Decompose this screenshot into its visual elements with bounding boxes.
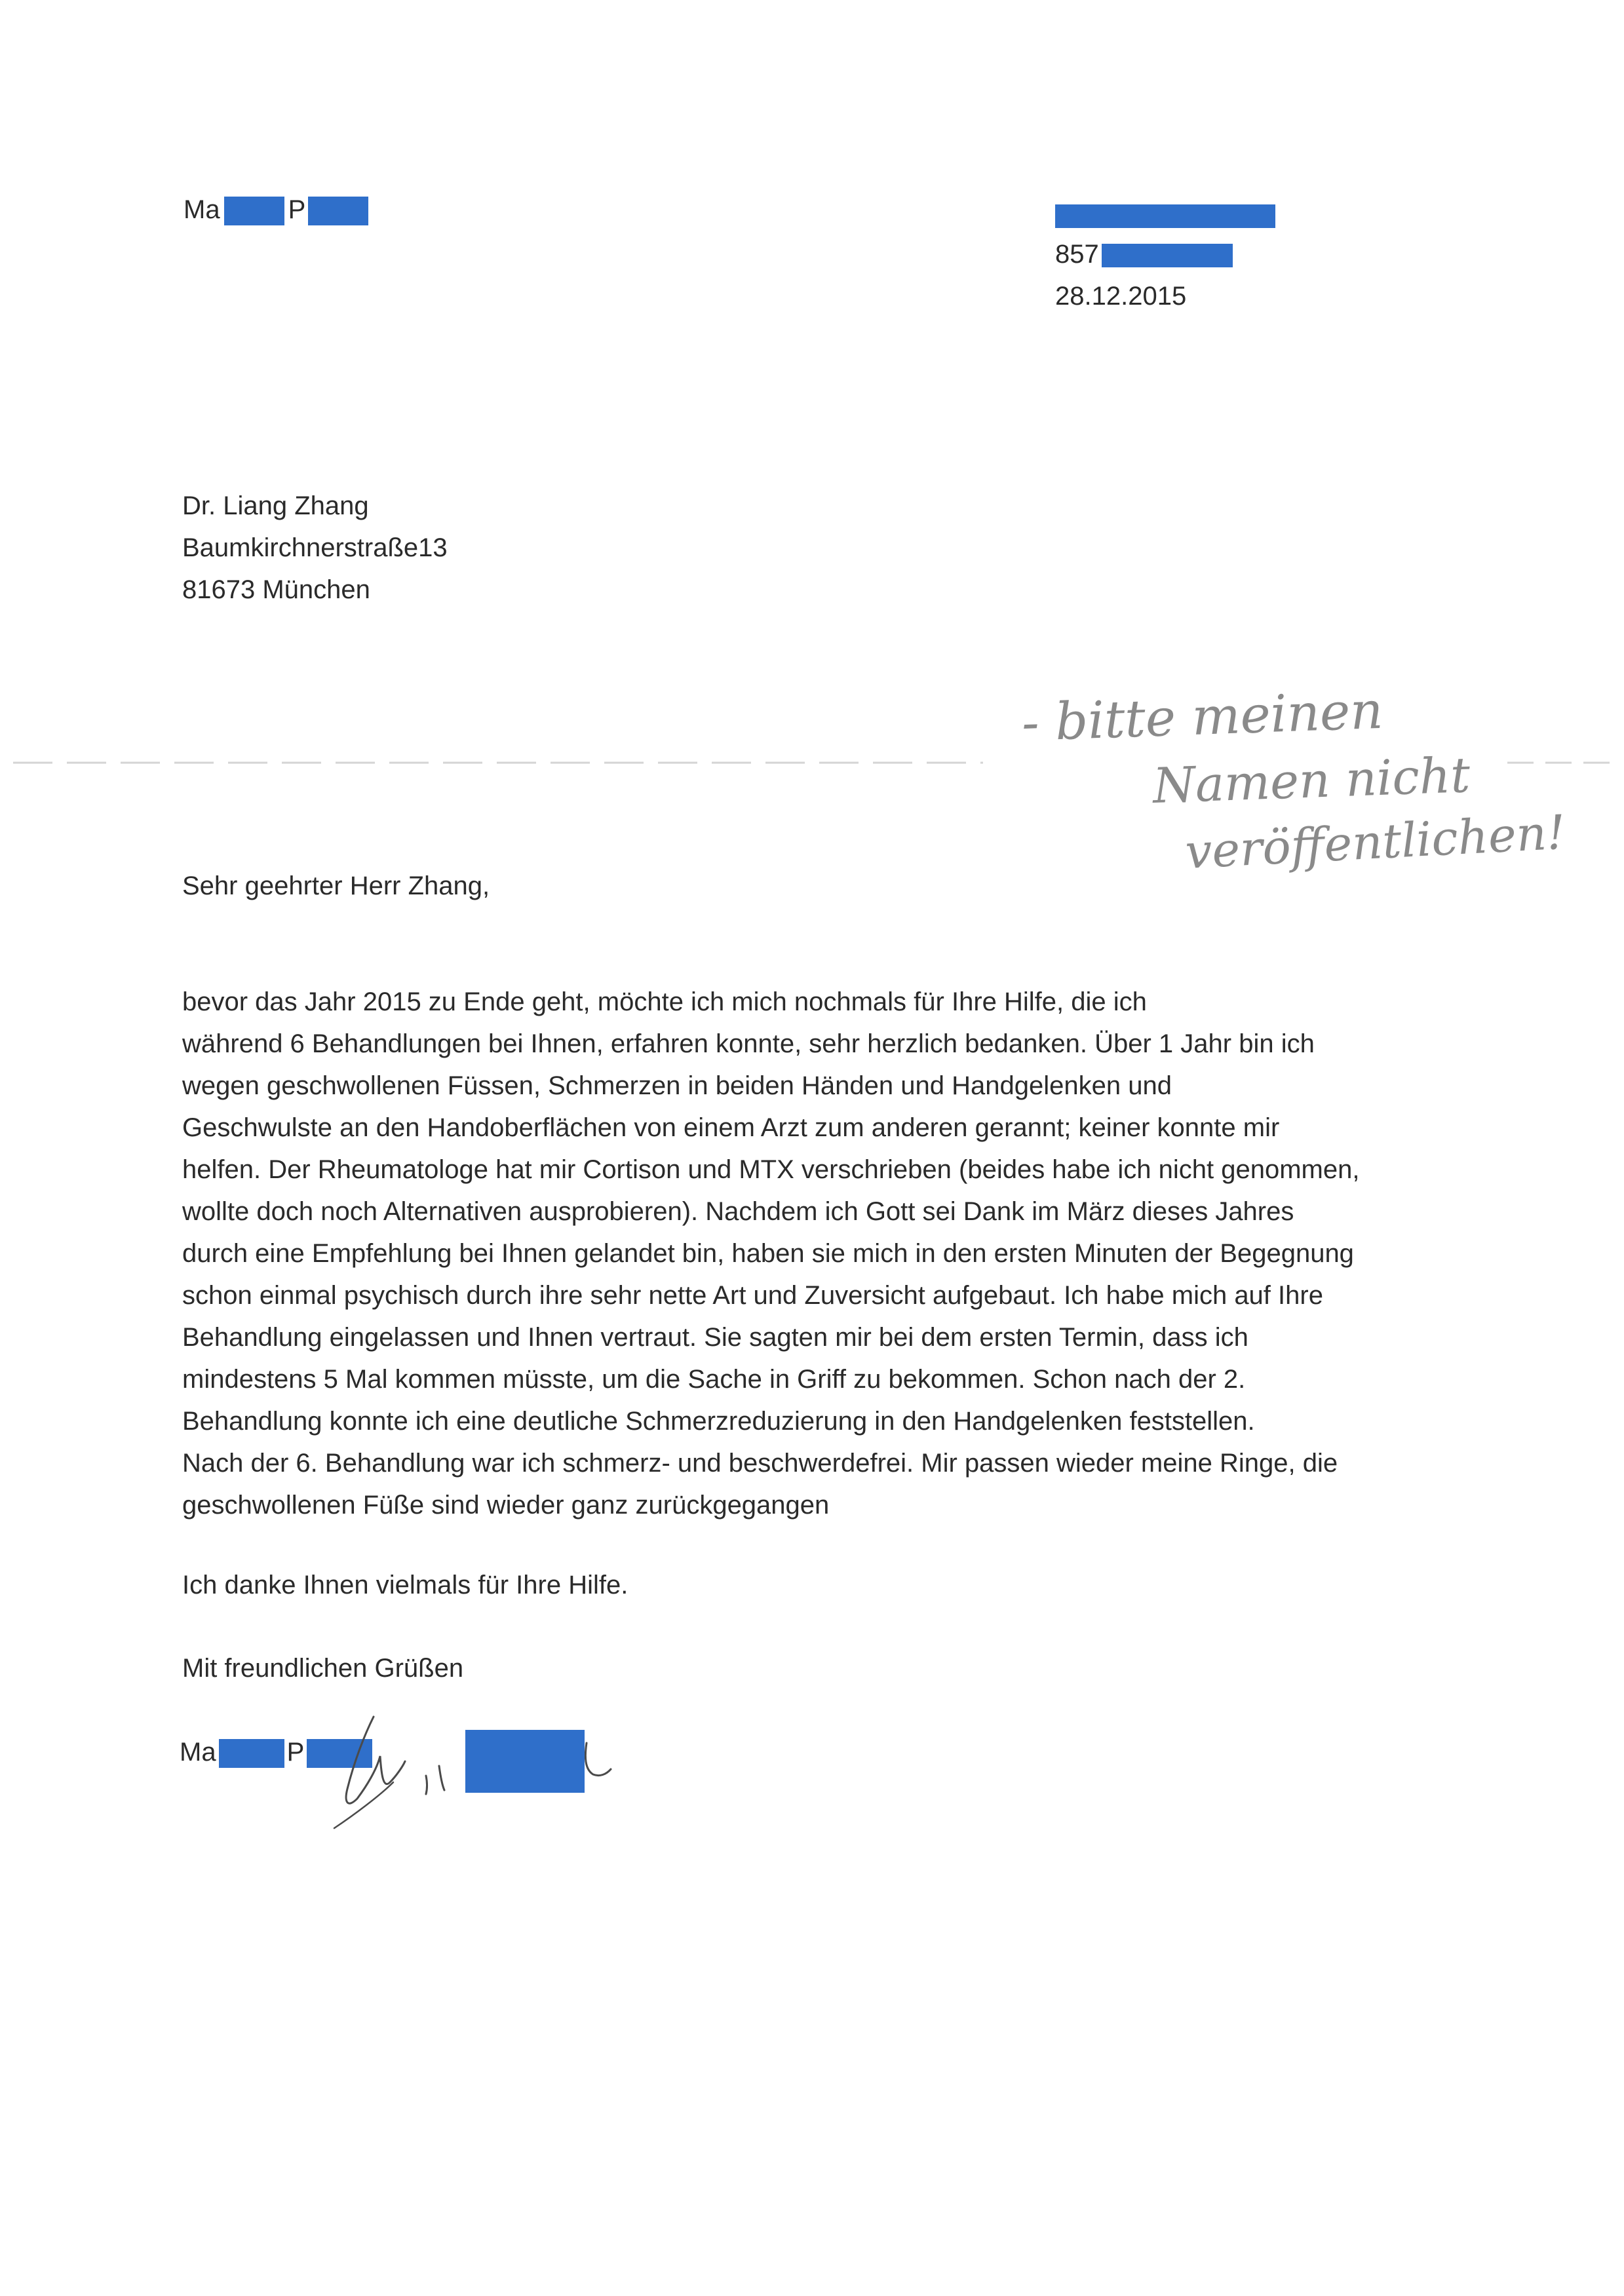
body-line: mindestens 5 Mal kommen müsste, um die Sache in Griff zu bekommen. Schon nach der 2.: [182, 1365, 1246, 1394]
recipient-city: 81673 München: [182, 575, 370, 604]
body-line: wegen geschwollenen Füssen, Schmerzen in beiden Händen und Handgelenken und: [182, 1071, 1172, 1100]
salutation: Sehr geehrter Herr Zhang,: [182, 871, 490, 900]
body-line: während 6 Behandlungen bei Ihnen, erfahren konnte, sehr herzlich bedanken. Über 1 Jahr bin ich: [182, 1029, 1315, 1058]
thanks-line: Ich danke Ihnen vielmals für Ihre Hilfe.: [182, 1571, 628, 1599]
handwritten-note-line-1: - bitte meinen: [1020, 681, 1384, 753]
redaction-block: [1102, 244, 1233, 267]
sender-name: [184, 194, 368, 225]
sender-name-prefix: Ma: [184, 195, 220, 224]
sender-name-mid: P: [288, 195, 306, 224]
body-line: geschwollenen Füße sind wieder ganz zurückgegangen: [182, 1491, 830, 1520]
body-line: durch eine Empfehlung bei Ihnen gelandet bin, haben sie mich in den ersten Minuten der Begegnung: [182, 1239, 1354, 1268]
redaction-block: [308, 197, 368, 225]
recipient-name: Dr. Liang Zhang: [182, 491, 369, 520]
handwritten-note-line-3: veröffentlichen!: [1184, 804, 1567, 879]
body-line: Behandlung konnte ich eine deutliche Schmerzreduzierung in den Handgelenken feststellen.: [182, 1407, 1255, 1436]
body-line: helfen. Der Rheumatologe hat mir Cortison und MTX verschrieben (beides habe ich nicht genommen,: [182, 1155, 1360, 1184]
body-line: bevor das Jahr 2015 zu Ende geht, möchte ich mich nochmals für Ihre Hilfe, die ich: [182, 987, 1147, 1016]
signature-name-prefix: Ma: [180, 1738, 216, 1767]
redaction-block: [219, 1739, 284, 1768]
address-postal-line: [1055, 239, 1233, 270]
body-line: Nach der 6. Behandlung war ich schmerz- und beschwerdefrei. Mir passen wieder meine Ringe, die: [182, 1449, 1338, 1478]
body-line: schon einmal psychisch durch ihre sehr nette Art und Zuversicht aufgebaut. Ich habe mich auf Ihre: [182, 1281, 1323, 1310]
signature-name-mid: P: [286, 1738, 305, 1767]
handwritten-note-line-2: Namen nicht: [1151, 747, 1471, 814]
body-line: Behandlung eingelassen und Ihnen vertraut. Sie sagten mir bei dem ersten Termin, dass ich: [182, 1323, 1248, 1352]
address-street-redaction: [1055, 204, 1275, 228]
closing-line: Mit freundlichen Grüßen: [182, 1654, 464, 1683]
body-line: Geschwulste an den Handoberflächen von einem Arzt zum anderen gerannt; keiner konnte mir: [182, 1113, 1280, 1142]
body-line: wollte doch noch Alternativen ausprobieren). Nachdem ich Gott sei Dank im März dieses Jahres: [182, 1197, 1294, 1226]
recipient-street: Baumkirchnerstraße13: [182, 533, 448, 562]
address-postal-prefix: 857: [1055, 240, 1099, 269]
signature-redaction: [465, 1730, 585, 1793]
letter-date: 28.12.2015: [1055, 282, 1187, 311]
redaction-block: [224, 197, 284, 225]
